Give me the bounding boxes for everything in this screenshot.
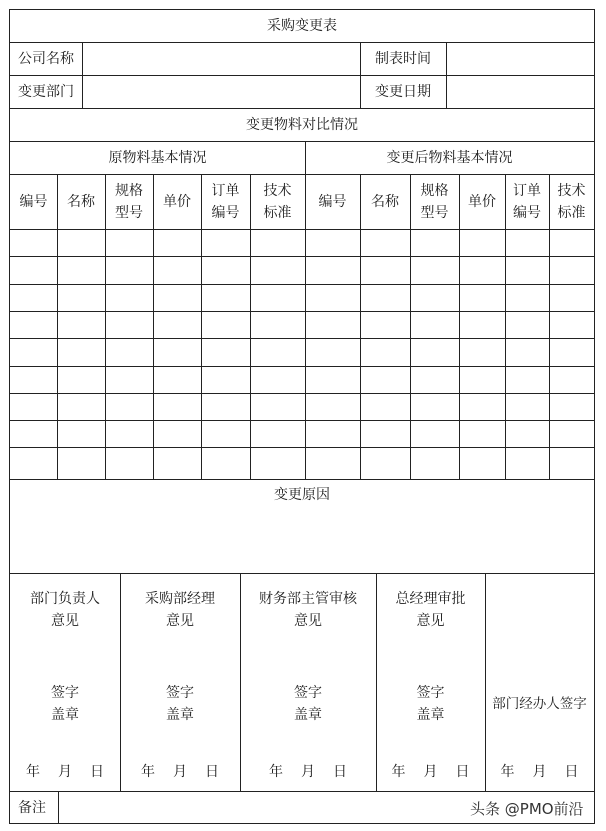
approval-title xyxy=(376,585,485,635)
table-cell[interactable] xyxy=(305,256,360,283)
approval-title-line: 意见 xyxy=(416,613,445,629)
table-cell[interactable] xyxy=(459,338,505,365)
table-cell[interactable] xyxy=(305,284,360,311)
approval-title-line: 部门负责人 xyxy=(30,591,100,607)
approval-title-line: 采购部经理 xyxy=(145,591,215,607)
table-cell[interactable] xyxy=(57,447,105,474)
column-header-line: 编号 xyxy=(19,193,48,210)
approval-date[interactable] xyxy=(120,758,240,786)
table-cell[interactable] xyxy=(250,311,305,338)
company-field[interactable] xyxy=(82,42,360,75)
approval-title-line: 意见 xyxy=(166,613,194,629)
table-cell[interactable] xyxy=(410,366,459,393)
column-header-line: 名称 xyxy=(371,193,399,210)
change-form xyxy=(9,9,595,824)
approval-sign-line: 签字 xyxy=(294,685,322,701)
made-time-label: 制表时间 xyxy=(375,50,431,67)
table-cell[interactable] xyxy=(57,256,105,283)
handler-sign-label[interactable]: 部门经办人签字 xyxy=(492,696,587,712)
column-header-line: 编号 xyxy=(513,204,541,221)
table-cell[interactable] xyxy=(105,420,153,447)
table-cell[interactable] xyxy=(10,366,57,393)
remarks-label: 备注 xyxy=(18,799,46,816)
approval-sign-area[interactable] xyxy=(10,679,120,729)
table-cell[interactable] xyxy=(360,229,410,256)
table-cell[interactable] xyxy=(10,229,57,256)
approval-title-line: 意见 xyxy=(294,613,322,629)
table-cell[interactable] xyxy=(57,338,105,365)
table-cell[interactable] xyxy=(10,311,57,338)
table-cell[interactable] xyxy=(505,338,549,365)
approval-sign-area[interactable] xyxy=(376,679,485,729)
table-cell[interactable] xyxy=(549,420,594,447)
table-cell[interactable] xyxy=(105,229,153,256)
column-header xyxy=(250,174,305,229)
column-header-line: 规格 xyxy=(115,182,143,199)
changed-group-header: 变更后物料基本情况 xyxy=(386,149,513,166)
table-cell[interactable] xyxy=(410,420,459,447)
table-cell[interactable] xyxy=(57,311,105,338)
table-cell[interactable] xyxy=(410,311,459,338)
table-cell[interactable] xyxy=(153,366,201,393)
table-cell[interactable] xyxy=(10,420,57,447)
column-header xyxy=(410,174,459,229)
table-cell[interactable] xyxy=(459,393,505,420)
approval-sign-line: 签字 xyxy=(51,685,79,701)
form-title: 采购变更表 xyxy=(267,18,337,34)
approval-title xyxy=(10,585,120,635)
table-cell[interactable] xyxy=(250,284,305,311)
table-cell[interactable] xyxy=(153,284,201,311)
column-header-line: 技术 xyxy=(557,182,586,199)
table-cell[interactable] xyxy=(410,393,459,420)
approval-date-part: 年 xyxy=(141,764,155,780)
change-date-field[interactable] xyxy=(446,75,594,108)
approval-date-part: 月 xyxy=(58,764,72,780)
approval-title xyxy=(120,585,240,635)
column-header xyxy=(360,174,410,229)
table-cell[interactable] xyxy=(153,256,201,283)
approval-title-line: 财务部主管审核 xyxy=(259,591,357,607)
table-cell[interactable] xyxy=(153,229,201,256)
table-cell[interactable] xyxy=(57,229,105,256)
table-cell[interactable] xyxy=(505,366,549,393)
table-cell[interactable] xyxy=(459,311,505,338)
table-cell[interactable] xyxy=(410,229,459,256)
approval-date-part: 日 xyxy=(333,764,347,780)
reason-label: 变更原因 xyxy=(274,487,330,503)
column-header xyxy=(153,174,201,229)
table-cell[interactable] xyxy=(105,447,153,474)
approval-date-part: 月 xyxy=(173,764,187,780)
table-cell[interactable] xyxy=(250,393,305,420)
approval-sign-area[interactable] xyxy=(240,679,376,729)
table-cell[interactable] xyxy=(459,447,505,474)
table-cell[interactable] xyxy=(360,311,410,338)
approval-date-part: 月 xyxy=(423,764,438,780)
table-cell[interactable] xyxy=(505,284,549,311)
table-cell[interactable] xyxy=(505,393,549,420)
table-cell[interactable] xyxy=(459,366,505,393)
table-cell[interactable] xyxy=(105,311,153,338)
table-cell[interactable] xyxy=(305,229,360,256)
company-label: 公司名称 xyxy=(18,50,74,67)
column-header xyxy=(105,174,153,229)
table-cell[interactable] xyxy=(505,311,549,338)
table-cell[interactable] xyxy=(57,284,105,311)
table-cell[interactable] xyxy=(305,311,360,338)
column-header-line: 型号 xyxy=(420,204,449,221)
column-header-line: 规格 xyxy=(420,182,449,199)
table-cell[interactable] xyxy=(410,447,459,474)
dept-field[interactable] xyxy=(82,75,360,108)
approval-date-part: 日 xyxy=(205,764,219,780)
table-cell[interactable] xyxy=(505,256,549,283)
column-header-line: 标准 xyxy=(557,204,586,221)
table-cell[interactable] xyxy=(10,393,57,420)
table-cell[interactable] xyxy=(549,284,594,311)
table-cell[interactable] xyxy=(410,284,459,311)
table-cell[interactable] xyxy=(57,420,105,447)
approval-date-part: 年 xyxy=(269,764,283,780)
table-cell[interactable] xyxy=(360,447,410,474)
column-header xyxy=(305,174,360,229)
approval-date[interactable] xyxy=(376,758,485,786)
approval-sign-line: 盖章 xyxy=(294,707,322,723)
column-header xyxy=(505,174,549,229)
approval-date[interactable] xyxy=(10,758,120,786)
table-cell[interactable] xyxy=(105,393,153,420)
table-cell[interactable] xyxy=(201,311,250,338)
table-cell[interactable] xyxy=(305,393,360,420)
comparison-title: 变更物料对比情况 xyxy=(246,116,358,133)
column-header-line: 单价 xyxy=(468,193,496,210)
column-header-line: 标准 xyxy=(263,204,292,221)
table-cell[interactable] xyxy=(410,338,459,365)
column-header-line: 编号 xyxy=(318,193,347,210)
table-cell[interactable] xyxy=(549,393,594,420)
table-cell[interactable] xyxy=(153,393,201,420)
approval-sign-line: 盖章 xyxy=(166,707,194,723)
table-cell[interactable] xyxy=(250,338,305,365)
made-time-field[interactable] xyxy=(446,42,594,75)
approval-sign-line: 签字 xyxy=(166,685,194,701)
table-cell[interactable] xyxy=(250,420,305,447)
handler-date-part: 年 xyxy=(500,764,515,780)
table-cell[interactable] xyxy=(250,447,305,474)
table-cell[interactable] xyxy=(360,284,410,311)
column-header-line: 订单 xyxy=(211,182,240,199)
approval-title-line: 意见 xyxy=(51,613,79,629)
table-cell[interactable] xyxy=(360,420,410,447)
approval-title xyxy=(240,585,376,635)
table-cell[interactable] xyxy=(153,420,201,447)
table-cell[interactable] xyxy=(153,338,201,365)
handler-date-part: 月 xyxy=(532,764,547,780)
table-cell[interactable] xyxy=(360,256,410,283)
table-cell[interactable] xyxy=(105,284,153,311)
table-cell[interactable] xyxy=(105,338,153,365)
column-header xyxy=(10,174,57,229)
column-header-line: 型号 xyxy=(115,204,143,221)
column-header-line: 单价 xyxy=(163,193,191,210)
approval-sign-line: 盖章 xyxy=(416,707,445,723)
table-cell[interactable] xyxy=(549,447,594,474)
approval-date-part: 年 xyxy=(26,764,40,780)
table-cell[interactable] xyxy=(201,338,250,365)
table-cell[interactable] xyxy=(153,311,201,338)
reason-field[interactable] xyxy=(10,510,594,573)
watermark-text: 头条 @PMO前沿 xyxy=(470,800,584,818)
table-cell[interactable] xyxy=(549,338,594,365)
dept-label: 变更部门 xyxy=(18,83,74,100)
table-cell[interactable] xyxy=(105,366,153,393)
table-cell[interactable] xyxy=(201,366,250,393)
change-date-label: 变更日期 xyxy=(375,83,431,100)
table-cell[interactable] xyxy=(201,447,250,474)
table-cell[interactable] xyxy=(153,447,201,474)
table-cell[interactable] xyxy=(250,366,305,393)
column-header xyxy=(201,174,250,229)
column-header-line: 名称 xyxy=(67,193,95,210)
table-cell[interactable] xyxy=(549,229,594,256)
column-header xyxy=(549,174,594,229)
table-cell[interactable] xyxy=(250,229,305,256)
table-cell[interactable] xyxy=(305,338,360,365)
approval-sign-area[interactable] xyxy=(120,679,240,729)
handler-date[interactable] xyxy=(485,758,594,786)
table-cell[interactable] xyxy=(459,229,505,256)
approval-sign-line: 签字 xyxy=(416,685,445,701)
table-cell[interactable] xyxy=(459,256,505,283)
table-cell[interactable] xyxy=(57,393,105,420)
column-header-line: 订单 xyxy=(513,182,541,199)
table-cell[interactable] xyxy=(105,256,153,283)
table-cell[interactable] xyxy=(549,311,594,338)
approval-date-part: 日 xyxy=(455,764,470,780)
table-cell[interactable] xyxy=(410,256,459,283)
approval-date[interactable] xyxy=(240,758,376,786)
table-cell[interactable] xyxy=(305,366,360,393)
table-cell[interactable] xyxy=(10,447,57,474)
table-cell[interactable] xyxy=(360,338,410,365)
column-header-line: 技术 xyxy=(263,182,292,199)
table-cell[interactable] xyxy=(505,447,549,474)
table-cell[interactable] xyxy=(459,420,505,447)
approval-title-line: 总经理审批 xyxy=(395,591,466,607)
column-header xyxy=(57,174,105,229)
original-group-header: 原物料基本情况 xyxy=(108,149,207,166)
table-cell[interactable] xyxy=(201,229,250,256)
approval-date-part: 日 xyxy=(90,764,104,780)
table-cell[interactable] xyxy=(305,447,360,474)
table-cell[interactable] xyxy=(505,229,549,256)
table-cell[interactable] xyxy=(305,420,360,447)
column-header xyxy=(459,174,505,229)
table-cell[interactable] xyxy=(459,284,505,311)
table-cell[interactable] xyxy=(549,366,594,393)
table-cell[interactable] xyxy=(201,284,250,311)
table-cell[interactable] xyxy=(57,366,105,393)
approval-date-part: 月 xyxy=(301,764,315,780)
table-cell[interactable] xyxy=(201,256,250,283)
table-cell[interactable] xyxy=(10,338,57,365)
table-cell[interactable] xyxy=(201,393,250,420)
table-cell[interactable] xyxy=(10,284,57,311)
table-cell[interactable] xyxy=(360,393,410,420)
table-cell[interactable] xyxy=(10,256,57,283)
handler-date-part: 日 xyxy=(564,764,579,780)
table-cell[interactable] xyxy=(250,256,305,283)
table-cell[interactable] xyxy=(201,420,250,447)
table-cell[interactable] xyxy=(549,256,594,283)
table-cell[interactable] xyxy=(505,420,549,447)
approval-date-part: 年 xyxy=(391,764,406,780)
table-cell[interactable] xyxy=(360,366,410,393)
approval-sign-line: 盖章 xyxy=(51,707,79,723)
column-header-line: 编号 xyxy=(211,204,240,221)
